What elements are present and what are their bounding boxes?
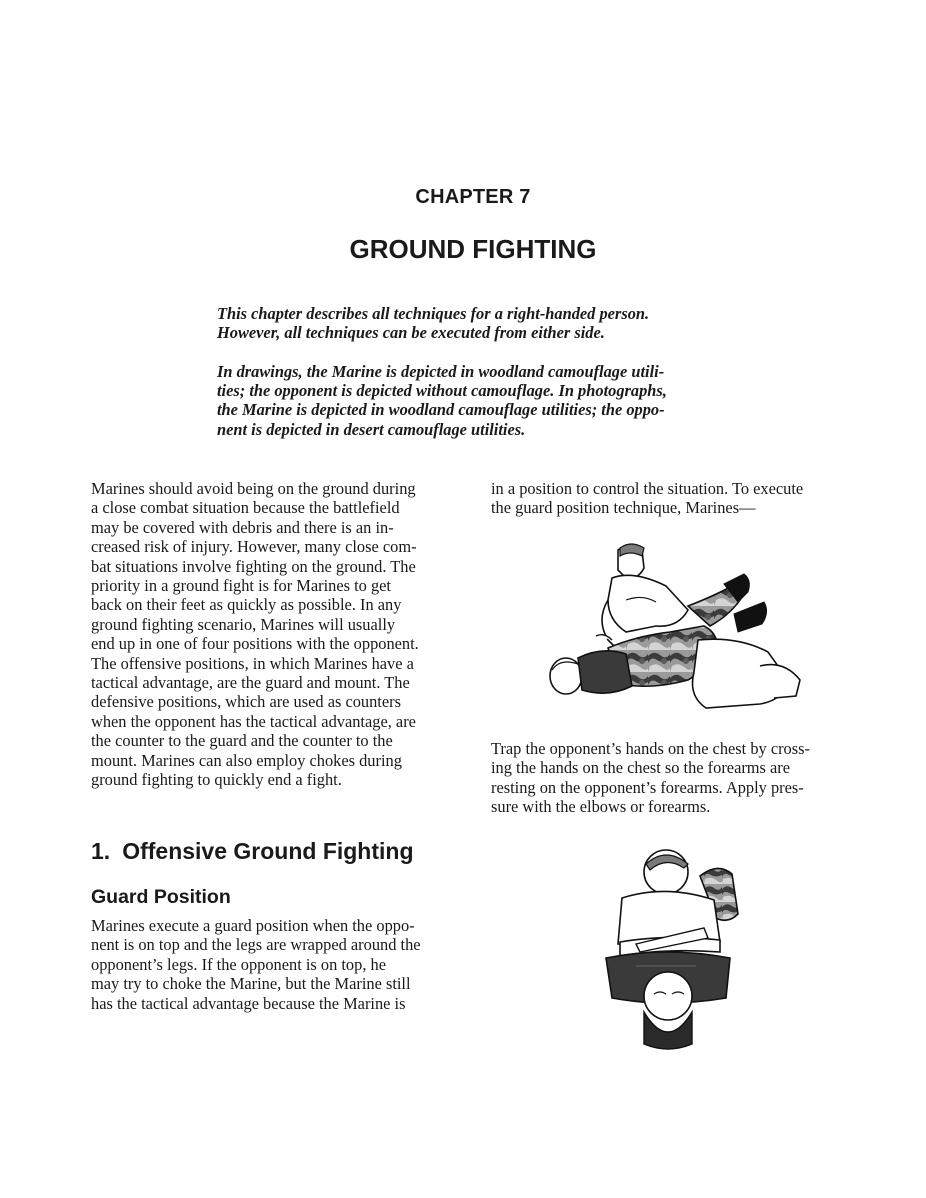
body-line: the counter to the guard and the counter to the <box>91 731 393 751</box>
intro-line: the Marine is depicted in woodland camouflage utilities; the oppo- <box>217 400 665 420</box>
body-line: nent is on top and the legs are wrapped around the <box>91 935 421 955</box>
body-line: ground fighting scenario, Marines will usually <box>91 614 396 634</box>
body-line: sure with the elbows or forearms. <box>491 797 711 817</box>
body-line: tactical advantage, are the guard and mount. The <box>91 673 410 693</box>
intro-paragraph-2 <box>217 362 717 439</box>
body-line: end up in one of four positions with the opponent. <box>91 634 419 654</box>
body-line: may be covered with debris and there is an in- <box>91 517 394 537</box>
body-paragraph-right-2 <box>491 739 810 817</box>
intro-line: ties; the opponent is depicted without camouflage. In photographs, <box>217 381 667 401</box>
body-line: resting on the opponent’s forearms. Apply pres- <box>491 777 804 797</box>
guard-side-view-illustration <box>538 540 806 722</box>
body-line: mount. Marines can also employ chokes during <box>91 750 402 770</box>
body-line: priority in a ground fight is for Marines to get <box>91 576 391 596</box>
body-line: the guard position technique, Marines— <box>491 498 756 518</box>
body-line: bat situations involve fighting on the ground. The <box>91 556 416 576</box>
chapter-title: GROUND FIGHTING <box>349 234 597 264</box>
body-line: opponent’s legs. If the opponent is on top, he <box>91 954 386 974</box>
body-line: may try to choke the Marine, but the Marine still <box>91 974 411 994</box>
body-line: has the tactical advantage because the Marine is <box>91 993 406 1013</box>
body-line: ground fighting to quickly end a fight. <box>91 770 342 790</box>
guard-top-view-illustration <box>596 848 746 1052</box>
body-line: defensive positions, which are used as counters <box>91 692 401 712</box>
section-title: Offensive Ground Fighting <box>122 838 414 864</box>
body-line: Marines should avoid being on the ground during <box>91 479 416 498</box>
body-line: Marines execute a guard position when the oppo- <box>91 916 415 935</box>
intro-line: However, all techniques can be executed from either side. <box>217 323 605 343</box>
body-line: a close combat situation because the battlefield <box>91 498 400 518</box>
chapter-label: CHAPTER 7 <box>415 186 531 208</box>
body-line: ing the hands on the chest so the forearms are <box>491 758 791 778</box>
intro-line: This chapter describes all techniques for a right-handed person. <box>217 304 650 323</box>
section-number: 1. <box>91 838 111 864</box>
intro-line: In drawings, the Marine is depicted in woodland camouflage utili- <box>217 362 665 381</box>
intro-line: nent is depicted in desert camouflage utilities. <box>217 419 526 439</box>
subsection-heading: Guard Position <box>91 886 231 908</box>
body-line: Trap the opponent’s hands on the chest by cross- <box>491 739 810 758</box>
body-line: back on their feet as quickly as possible. In any <box>91 595 402 615</box>
body-line: creased risk of injury. However, many close com- <box>91 537 417 557</box>
body-line: in a position to control the situation. To execute <box>491 479 804 498</box>
body-line: The offensive positions, in which Marines have a <box>91 653 414 673</box>
body-paragraph-left <box>91 479 419 790</box>
guard-paragraph <box>91 916 421 1013</box>
section-heading <box>91 838 414 865</box>
body-paragraph-right-1 <box>491 479 803 518</box>
intro-paragraph-1 <box>217 304 717 342</box>
body-line: when the opponent has the tactical advantage, are <box>91 711 416 731</box>
